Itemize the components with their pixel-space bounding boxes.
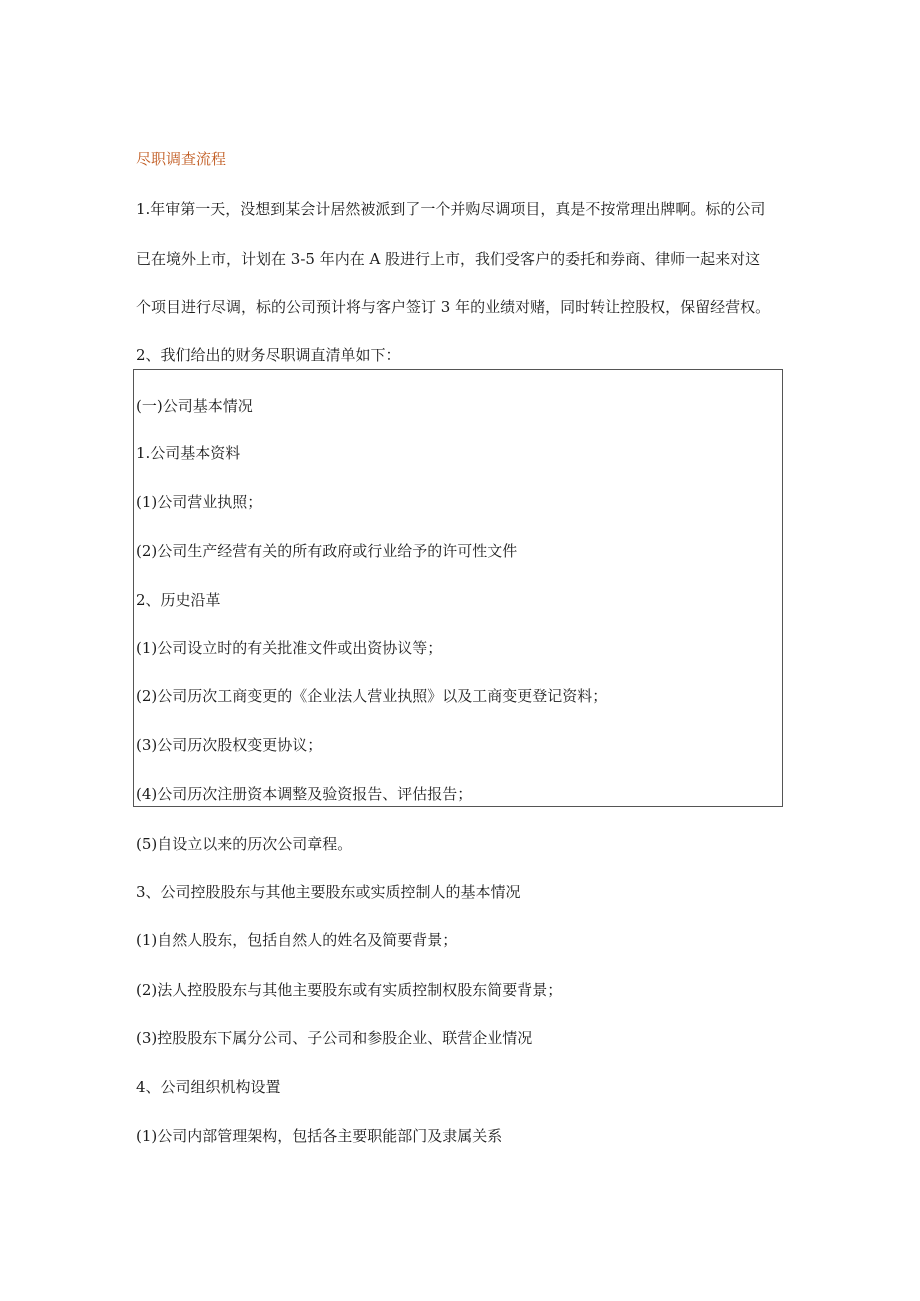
- box-item: (4)公司历次注册资本调整及验资报告、评估报告；: [136, 785, 473, 803]
- list-item: 4、公司组织机构设置: [136, 1078, 281, 1096]
- box-item: (2)公司历次工商变更的《企业法人营业执照》以及工商变更登记资料；: [136, 687, 608, 705]
- list-item: 3、公司控股股东与其他主要股东或实质控制人的基本情况: [136, 883, 521, 901]
- list-item: (5)自设立以来的历次公司章程。: [136, 835, 353, 853]
- box-item: 1.公司基本资料: [136, 444, 241, 462]
- box-item-section-header: (一)公司基本情况: [136, 397, 253, 415]
- checklist-heading: 2、我们给出的财务尽职调直清单如下：: [136, 346, 401, 364]
- list-item: (2)法人控股股东与其他主要股东或有实质控制权股东简要背景；: [136, 981, 563, 999]
- list-item: (1)自然人股东，包括自然人的姓名及简要背景；: [136, 931, 458, 949]
- box-item: (2)公司生产经营有关的所有政府或行业给予的许可性文件: [136, 542, 518, 560]
- box-item: (1)公司营业执照；: [136, 493, 263, 511]
- box-item: (3)公司历次股权变更协议；: [136, 736, 323, 754]
- list-item: (3)控股股东下属分公司、子公司和参股企业、联营企业情况: [136, 1029, 533, 1047]
- box-item: (1)公司设立时的有关批准文件或出资协议等；: [136, 639, 443, 657]
- intro-line-1: 1.年审第一天，没想到某会计居然被派到了一个并购尽调项目，真是不按常理出牌啊。标的公司: [136, 200, 766, 218]
- intro-line-2: 已在境外上市，计划在 3-5 年内在 A 股进行上市，我们受客户的委托和券商、律师一起来对这: [136, 250, 761, 268]
- box-item: 2、历史沿革: [136, 591, 221, 609]
- intro-line-3: 个项目进行尽调，标的公司预计将与客户签订 3 年的业绩对赌，同时转让控股权，保留经营权。: [136, 298, 771, 316]
- document-title: 尽职调查流程: [136, 150, 227, 168]
- list-item: (1)公司内部管理架构，包括各主要职能部门及隶属关系: [136, 1127, 503, 1145]
